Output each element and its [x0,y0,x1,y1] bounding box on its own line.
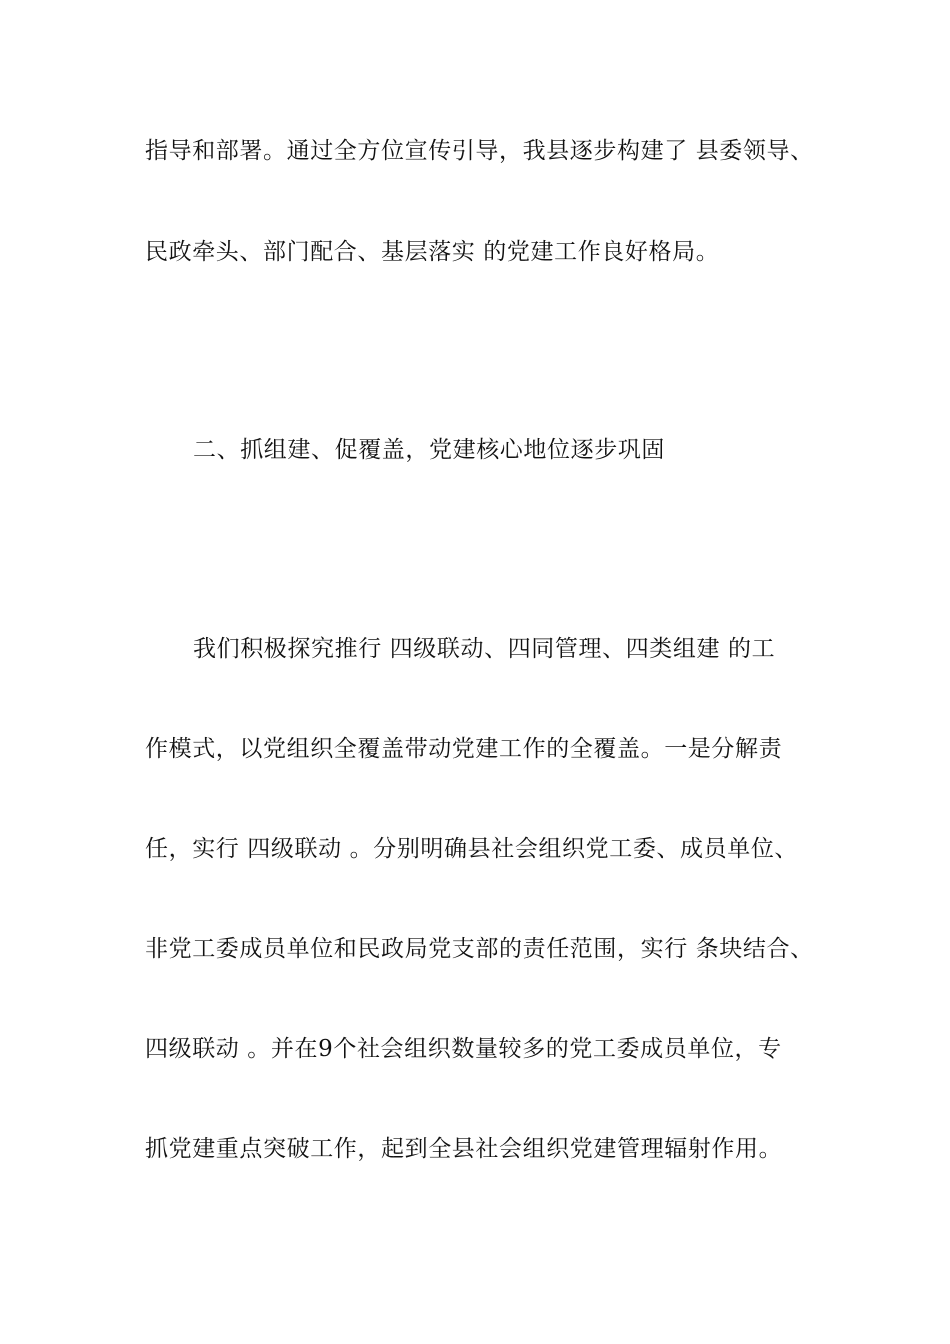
paragraph-1-line-1: 指导和部署。通过全方位宣传引导，我县逐步构建了 县委领导、 [145,138,814,164]
paragraph-1-line-2: 民政牵头、部门配合、基层落实 的党建工作良好格局。 [145,239,720,265]
paragraph-2-line-4: 非党工委成员单位和民政局党支部的责任范围，实行 条块结合、 [145,936,814,962]
paragraph-2-line-6: 抓党建重点突破工作，起到全县社会组织党建管理辐射作用。 [145,1136,783,1162]
paragraph-2-line-5: 四级联动 。并在9个社会组织数量较多的党工委成员单位，专 [145,1036,782,1062]
paragraph-2-line-2: 作模式，以党组织全覆盖带动党建工作的全覆盖。一是分解责 [145,736,783,762]
paragraph-2-line-1: 我们积极探究推行 四级联动、四同管理、四类组建 的工 [193,636,776,662]
section-heading: 二、抓组建、促覆盖，党建核心地位逐步巩固 [193,437,665,463]
paragraph-2-line-3: 任，实行 四级联动 。分别明确县社会组织党工委、成员单位、 [145,836,799,862]
